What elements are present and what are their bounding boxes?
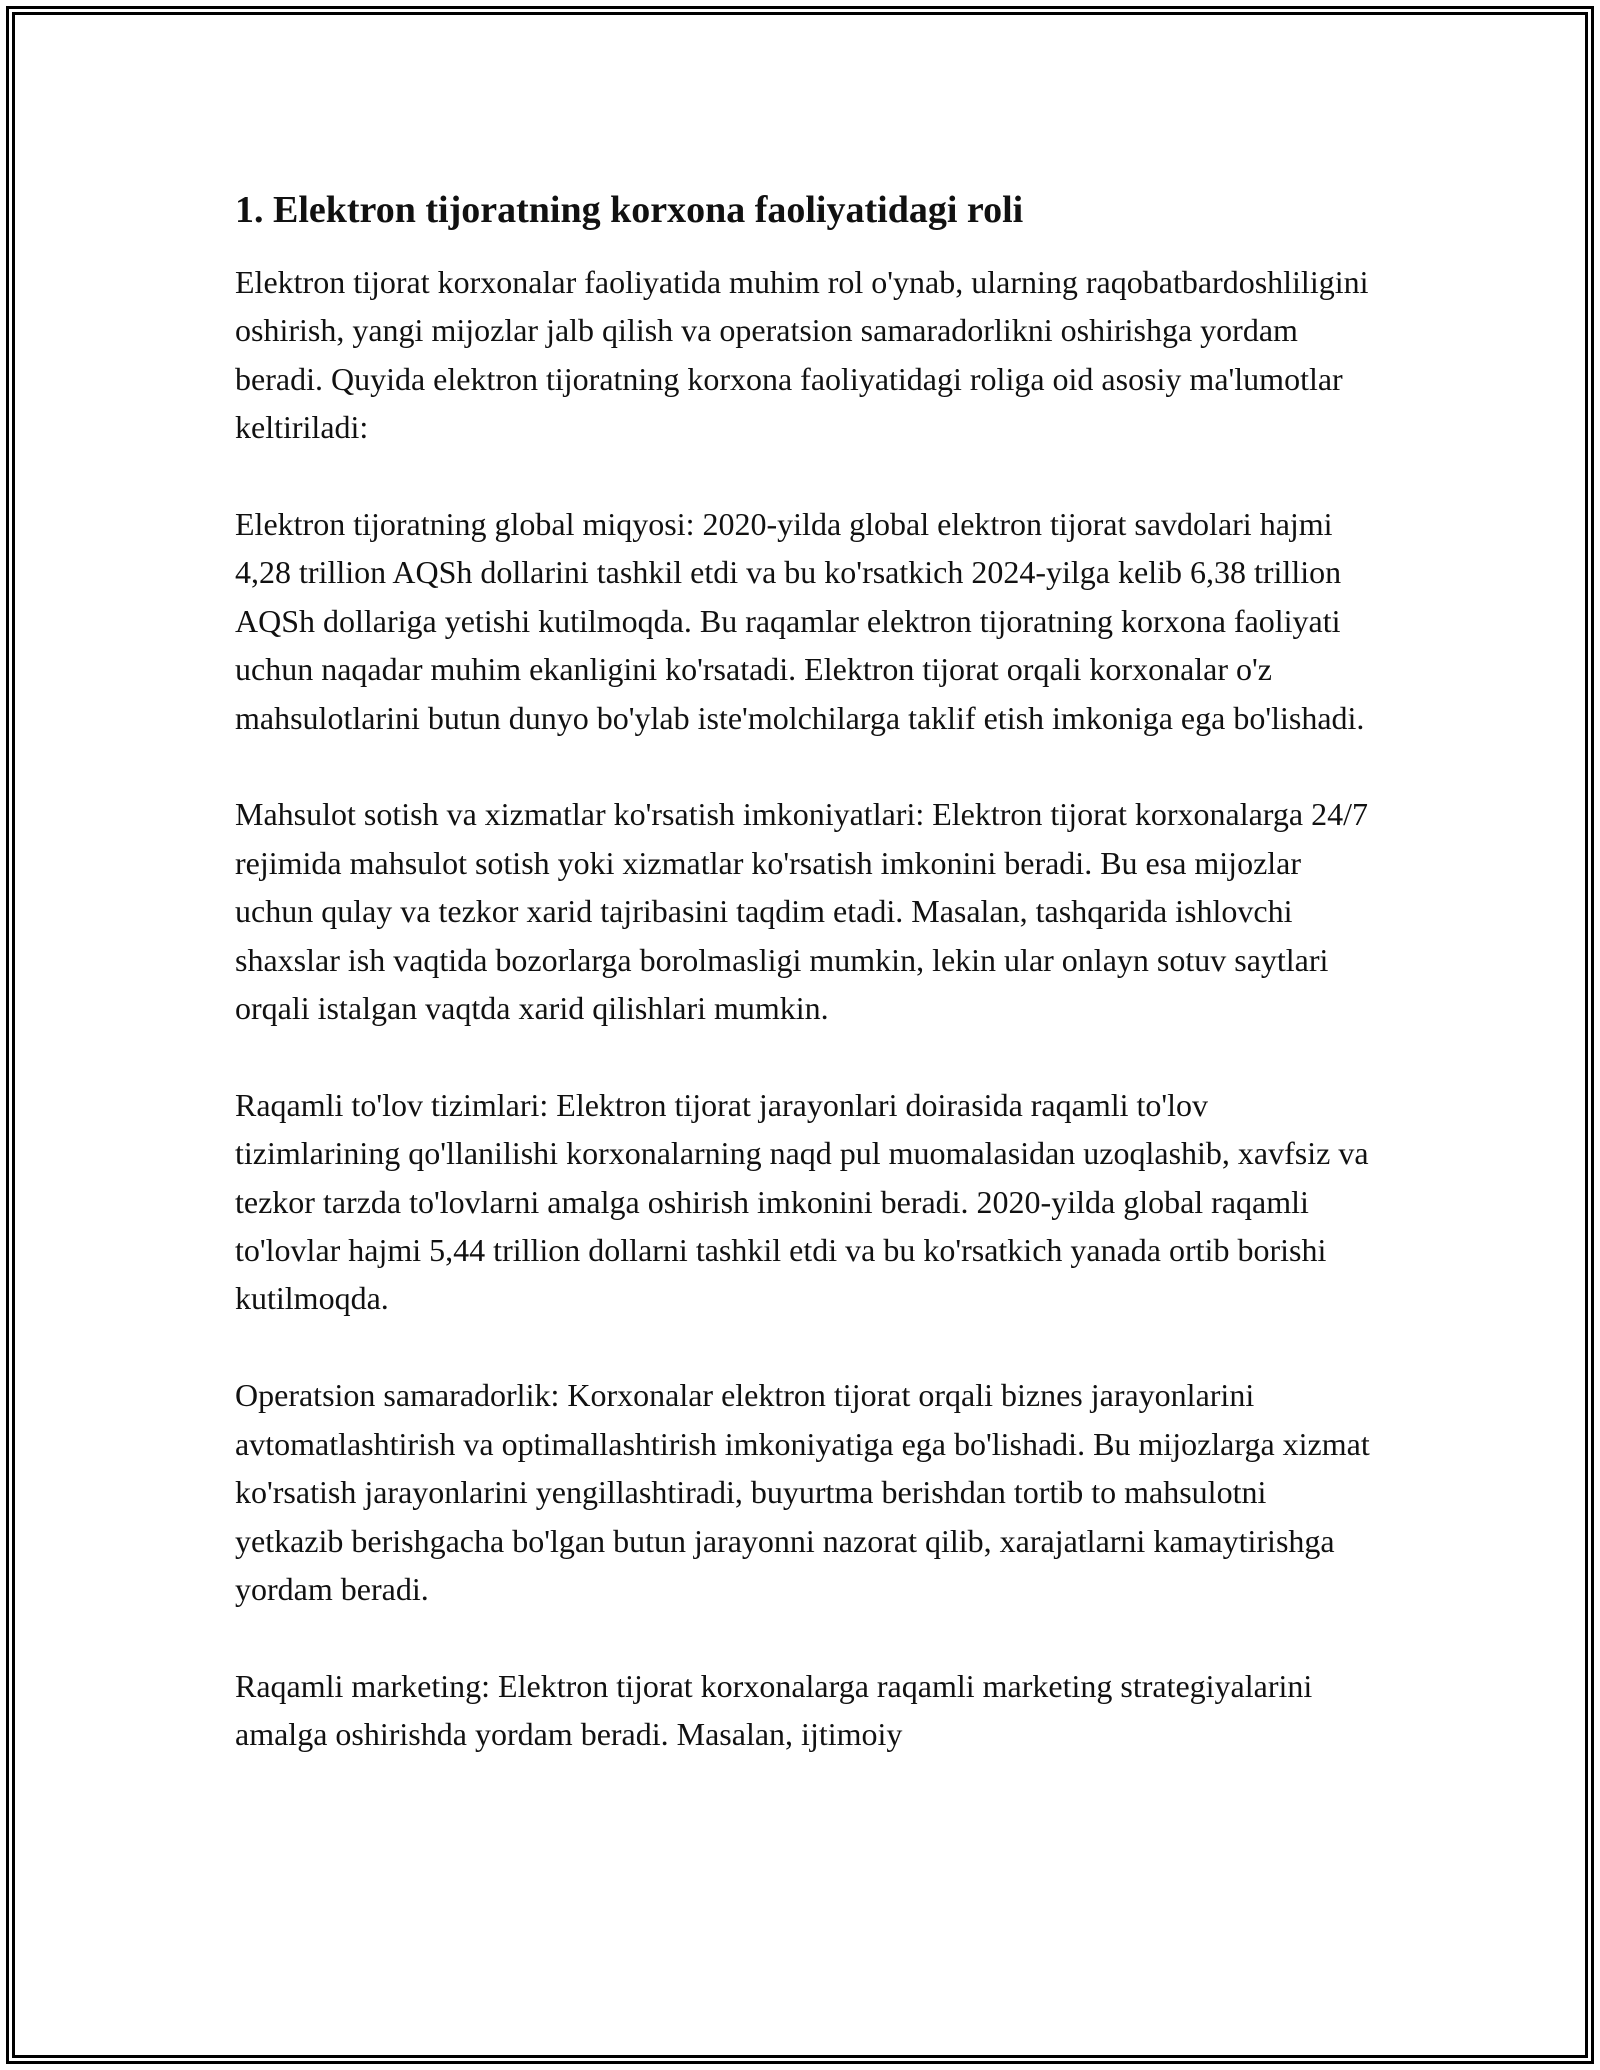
paragraph-operational-efficiency: Operatsion samaradorlik: Korxonalar elektron tijorat orqali biznes jarayonlarini avtomatlashtirish va optimallashtirish imkoniyatiga ega bo'lishadi. Bu mijozlarga xizmat ko'rsatish jarayonlarini yengillashtiradi, buyurtma berishdan tortib to mahsulotni yetkazib berishgacha bo'lgan butun jarayonni nazorat qilib, xarajatlarni kamaytirishga yordam beradi.: [235, 1377, 1370, 1607]
paragraph-intro: Elektron tijorat korxonalar faoliyatida muhim rol o'ynab, ularning raqobatbardoshliligini oshirish, yangi mijozlar jalb qilish va operatsion samaradorlikni oshirishga yordam beradi. Quyida elektron tijoratning korxona faoliyatidagi roliga oid asosiy ma'lumotlar keltiriladi:: [235, 264, 1369, 446]
document-body: [235, 186, 1375, 1807]
paragraph-digital-marketing: Raqamli marketing: Elektron tijorat korxonalarga raqamli marketing strategiyalarini amalga oshirishda yordam beradi. Masalan, ijtimoiy: [235, 1667, 1313, 1753]
section-heading: 1. Elektron tijoratning korxona faoliyatidagi roli: [235, 189, 1024, 231]
paragraph-digital-payments: Raqamli to'lov tizimlari: Elektron tijorat jarayonlari doirasida raqamli to'lov tizimlarining qo'llanilishi korxonalarning naqd pul muomalasidan uzoqlashib, xavfsiz va tezkor tarzda to'lovlarni amalga oshirish imkonini beradi. 2020-yilda global raqamli to'lovlar hajmi 5,44 trillion dollarni tashkil etdi va bu ko'rsatkich yanada ortib borishi kutilmoqda.: [235, 1086, 1369, 1317]
paragraph-sales-opportunities: Mahsulot sotish va xizmatlar ko'rsatish imkoniyatlari: Elektron tijorat korxonalarga 24/7 rejimida mahsulot sotish yoki xizmatlar ko'rsatish imkonini beradi. Bu esa mijozlar uchun qulay va tezkor xarid tajribasini taqdim etadi. Masalan, tashqarida ishlovchi shaxslar ish vaqtida bozorlarga borolmasligi mumkin, lekin ular onlayn sotuv saytlari orqali istalgan vaqtda xarid qilishlari mumkin.: [235, 796, 1368, 1027]
paragraph-global-scale: Elektron tijoratning global miqyosi: 2020-yilda global elektron tijorat savdolari hajmi 4,28 trillion AQSh dollarini tashkil etdi va bu ko'rsatkich 2024-yilga kelib 6,38 trillion AQSh dollariga yetishi kutilmoqda. Bu raqamlar elektron tijoratning korxona faoliyati uchun naqadar muhim ekanligini ko'rsatadi. Elektron tijorat orqali korxonalar o'z mahsulotlarini butun dunyo bo'ylab iste'molchilarga taklif etish imkoniga ega bo'lishadi.: [235, 506, 1365, 736]
